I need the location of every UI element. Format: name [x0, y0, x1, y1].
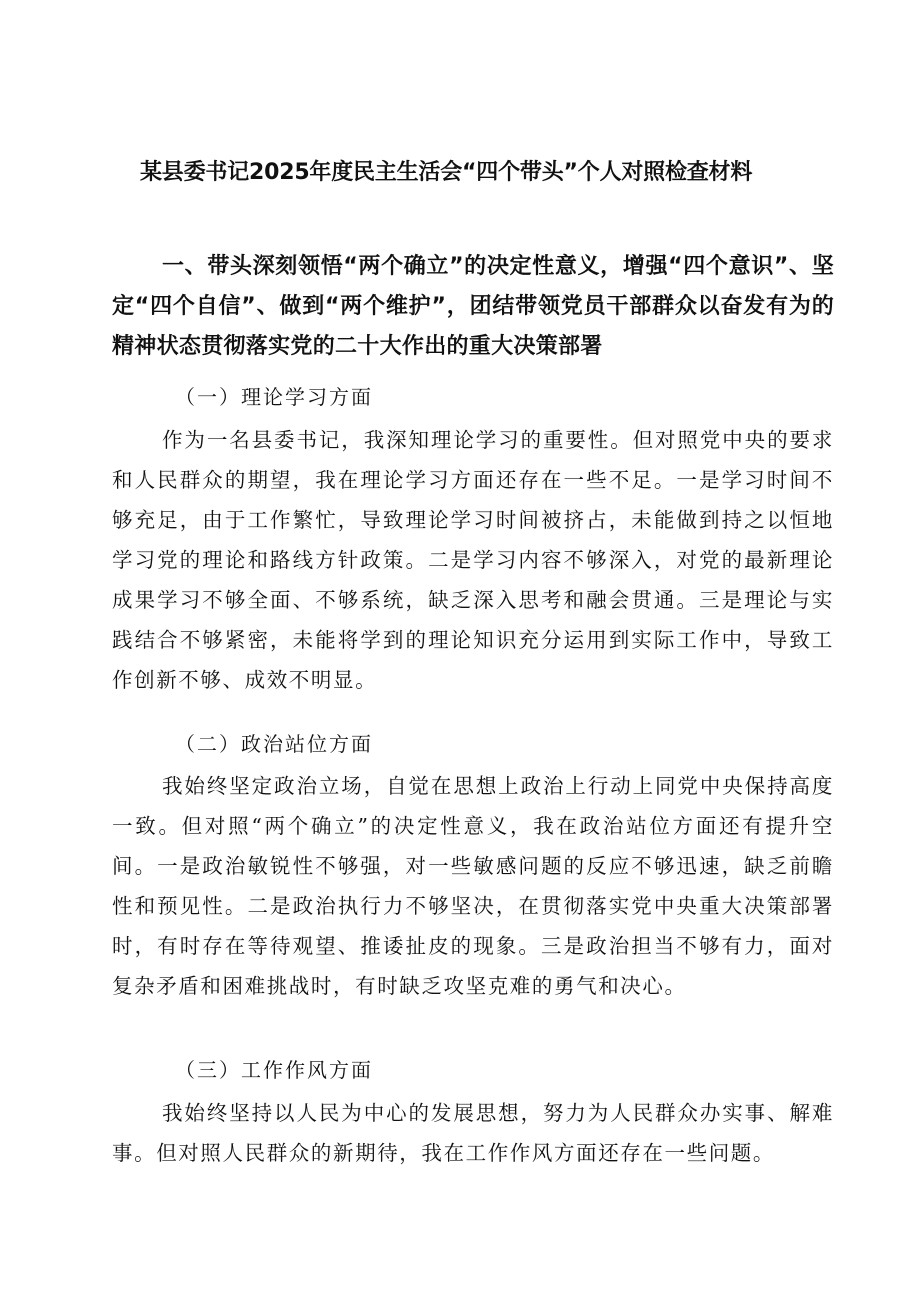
subsection-1-body: 作为一名县委书记，我深知理论学习的重要性。但对照党中央的要求和人民群众的期望，我在理论学习方面还存在一些不足。一是学习时间不够充足，由于工作繁忙，导致理论学习时间被挤占，未能做到持之以恒地学习党的理论和路线方针政策。二是学习内容不够深入，对党的最新理论成果学习不够全面、不够系统，缺乏深入思考和融会贯通。三是理论与实践结合不够紧密，未能将学到的理论知识充分运用到实际工作中，导致工作创新不够、成效不明显。: [112, 428, 834, 692]
document-title: 某县委书记2025年度民主生活会“四个带头”个人对照检查材料: [140, 160, 753, 185]
subsection-1-heading: （一）理论学习方面: [175, 385, 373, 409]
subsection-3-body: 我始终坚持以人民为中心的发展思想，努力为人民群众办实事、解难事。但对照人民群众的新期待，我在工作作风方面还存在一些问题。: [112, 1101, 834, 1165]
subsection-3-heading: （三）工作作风方面: [175, 1058, 373, 1082]
subsection-2-heading: （二）政治站位方面: [175, 732, 373, 756]
subsection-2-body: 我始终坚定政治立场，自觉在思想上政治上行动上同党中央保持高度一致。但对照“两个确立”的决定性意义，我在政治站位方面还有提升空间。一是政治敏锐性不够强，对一些敏感问题的反应不够迅速，缺乏前瞻性和预见性。二是政治执行力不够坚决，在贯彻落实党中央重大决策部署时，有时存在等待观望、推诿扯皮的现象。三是政治担当不够有力，面对复杂矛盾和困难挑战时，有时缺乏攻坚克难的勇气和决心。: [112, 774, 834, 998]
section-1-heading: 一、带头深刻领悟“两个确立”的决定性意义，增强“四个意识”、坚定“四个自信”、做到“两个维护”，团结带领党员干部群众以奋发有为的精神状态贯彻落实党的二十大作出的重大决策部署: [112, 254, 834, 359]
